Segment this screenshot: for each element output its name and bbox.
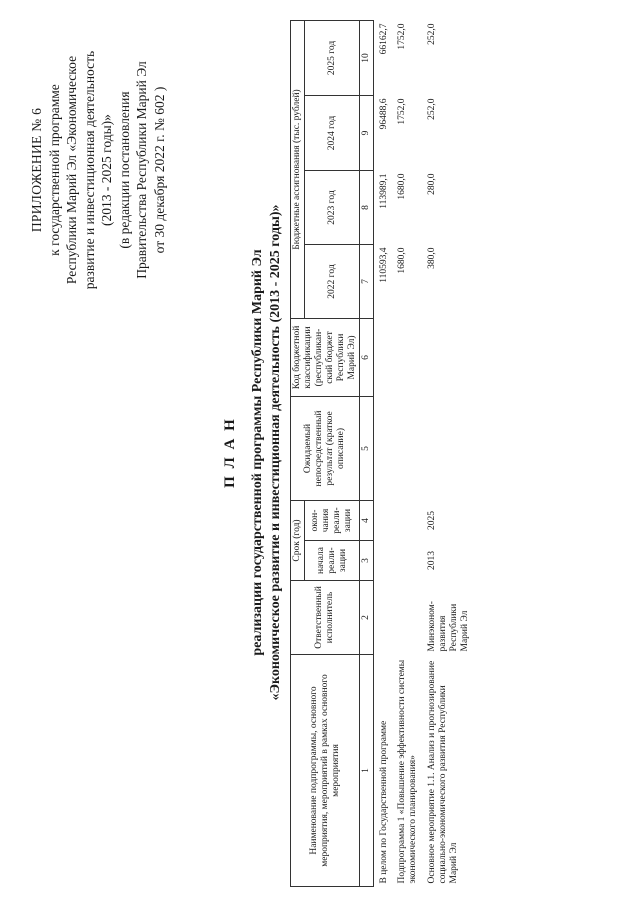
cell-kbk	[420, 319, 472, 397]
page-title: П Л А Н	[222, 417, 238, 488]
table-row	[420, 20, 472, 886]
header-budget: Бюджетные ассигнования (тыс. рублей)	[291, 20, 305, 318]
cell-result	[374, 397, 392, 501]
cell-value-2024: 96488,6	[379, 98, 389, 130]
column-number: 10	[360, 20, 374, 95]
page-subtitle	[249, 0, 285, 905]
column-number: 8	[360, 171, 374, 245]
column-number-row	[360, 20, 374, 886]
header-term: Срок (год)	[291, 501, 305, 581]
header-result: Ожидаемый непосредственный результат (краткое описание)	[291, 397, 360, 501]
cell-value-2024: 1752,0	[397, 98, 407, 125]
column-number: 4	[360, 501, 374, 541]
cell-value-2025: 252,0	[427, 23, 437, 45]
column-number: 7	[360, 245, 374, 319]
header-executor: Ответственный исполнитель	[291, 581, 360, 655]
header-kbk: Код бюджетной классификации (республикан-ский бюджет Республики Марий Эл)	[291, 319, 360, 397]
cell-name: Подпрограмма 1 «Повышение эффективности системы экономического планирования»	[397, 659, 418, 884]
cell-value-2022: 110593,4	[379, 247, 389, 283]
cell-term-end	[374, 501, 392, 541]
cell-kbk	[391, 319, 420, 397]
appendix-line: развитие и инвестиционная деятельность	[81, 50, 97, 290]
cell-kbk	[374, 319, 392, 397]
cell-name: Основное мероприятие 1.1. Анализ и прогнозирование социально-экономического развития Республики Марий Эл	[427, 660, 459, 884]
column-number: 2	[360, 581, 374, 655]
cell-term-start: 2013	[427, 551, 437, 570]
cell-executor: Минэконом-развития Республики Марий Эл	[427, 601, 470, 652]
header-year-2025: 2025 год	[305, 20, 360, 95]
column-number: 1	[360, 655, 374, 887]
cell-result	[420, 397, 472, 501]
appendix-block	[28, 25, 168, 315]
header-year-2023: 2023 год	[305, 171, 360, 245]
cell-value-2023: 280,0	[427, 173, 437, 195]
cell-value-2022: 1680,0	[397, 247, 407, 274]
cell-executor	[374, 581, 392, 655]
appendix-line: (в редакции постановления	[116, 91, 132, 249]
plan-table	[290, 20, 472, 887]
column-number: 5	[360, 397, 374, 501]
cell-value-2023: 113989,1	[379, 173, 389, 209]
cell-result	[391, 397, 420, 501]
column-number: 3	[360, 541, 374, 581]
subtitle-line: «Экономическое развитие и инвестиционная деятельность (2013 - 2025 годы)»	[268, 204, 283, 701]
appendix-line: Республики Марий Эл «Экономическое	[64, 55, 79, 285]
appendix-line: (2013 - 2025 годы)»	[99, 114, 114, 226]
cell-executor	[391, 581, 420, 655]
appendix-line: к государственной программе	[46, 84, 62, 256]
cell-value-2022: 380,0	[427, 247, 437, 269]
cell-value-2025: 66162,7	[379, 23, 389, 55]
table-row	[374, 20, 392, 886]
column-number: 9	[360, 96, 374, 171]
table-row	[391, 20, 420, 886]
appendix-line: от 30 декабря 2022 г. № 602 )	[151, 86, 167, 254]
cell-value-2024: 252,0	[427, 98, 437, 120]
cell-term-start	[391, 541, 420, 581]
cell-term-end	[391, 501, 420, 541]
appendix-line: ПРИЛОЖЕНИЕ № 6	[29, 107, 44, 233]
header-term-start: начала реали-зации	[305, 541, 360, 581]
cell-value-2025: 1752,0	[397, 23, 407, 50]
header-year-2022: 2022 год	[305, 245, 360, 319]
cell-value-2023: 1680,0	[397, 173, 407, 200]
cell-name: В целом по Государственной программе	[379, 720, 389, 884]
column-number: 6	[360, 319, 374, 397]
header-term-end: окон-чания реали-зации	[305, 501, 360, 541]
cell-term-start	[374, 541, 392, 581]
plan-table-body	[374, 20, 473, 886]
header-name: Наименование подпрограммы, основного мероприятия, мероприятий в рамках основного мероприятия	[291, 655, 360, 887]
header-year-2024: 2024 год	[305, 96, 360, 171]
appendix-line: Правительства Республики Марий Эл	[134, 61, 149, 279]
subtitle-line: реализации государственной программы Республики Марий Эл	[250, 249, 265, 656]
cell-term-end: 2025	[427, 511, 437, 530]
